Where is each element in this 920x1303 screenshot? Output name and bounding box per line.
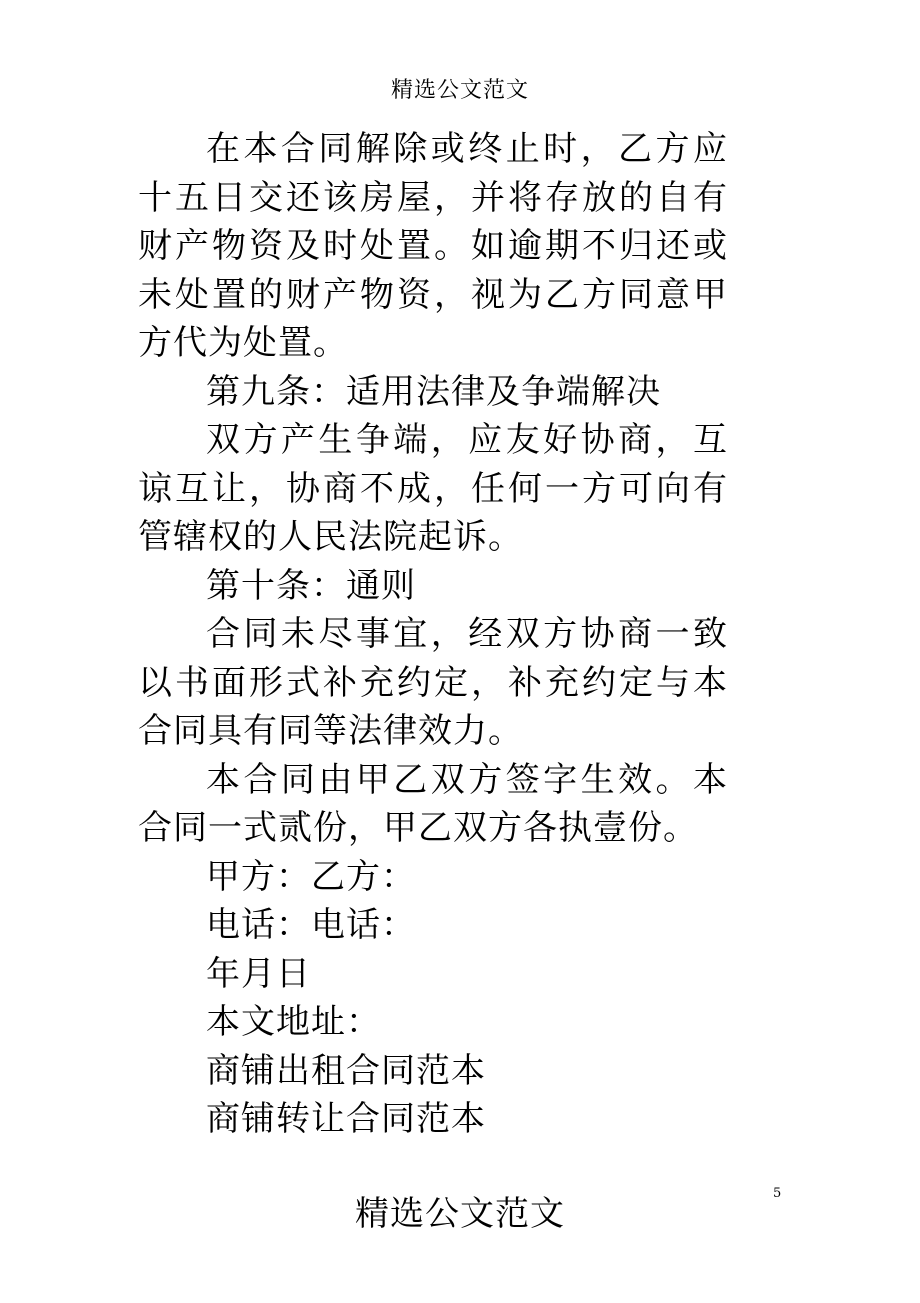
document-body [138, 125, 728, 1144]
page-footer: 精选公文范文 [355, 1194, 565, 1234]
article-ten-heading: 第十条：通则 [206, 565, 416, 606]
paragraph-termination: 在本合同解除或终止时，乙方应十五日交还该房屋，并将存放的自有财产物资及时处置。如逾期不归还或未处置的财产物资，视为乙方同意甲方代为处置。 [138, 129, 728, 363]
date-line: 年月日 [206, 953, 311, 994]
page-header: 精选公文范文 [390, 78, 529, 103]
paragraph-dispute: 双方产生争端，应友好协商，互谅互让，协商不成，任何一方可向有管辖权的人民法院起诉。 [138, 420, 728, 557]
address-label: 本文地址： [206, 1002, 381, 1042]
page-number: 5 [773, 1186, 782, 1201]
paragraph-supplement: 合同未尽事宜，经双方协商一致以书面形式补充约定，补充约定与本合同具有同等法律效力。 [138, 614, 728, 751]
related-link-transfer-contract[interactable]: 商铺转让合同范本 [206, 1099, 486, 1139]
party-line: 甲方：乙方： [206, 856, 416, 897]
phone-line: 电话：电话： [206, 905, 416, 945]
related-link-rental-contract[interactable]: 商铺出租合同范本 [206, 1050, 486, 1091]
paragraph-effectiveness: 本合同由甲乙双方签字生效。本合同一式贰份，甲乙双方各执壹份。 [138, 759, 728, 848]
article-nine-heading: 第九条：适用法律及争端解决 [206, 371, 661, 412]
